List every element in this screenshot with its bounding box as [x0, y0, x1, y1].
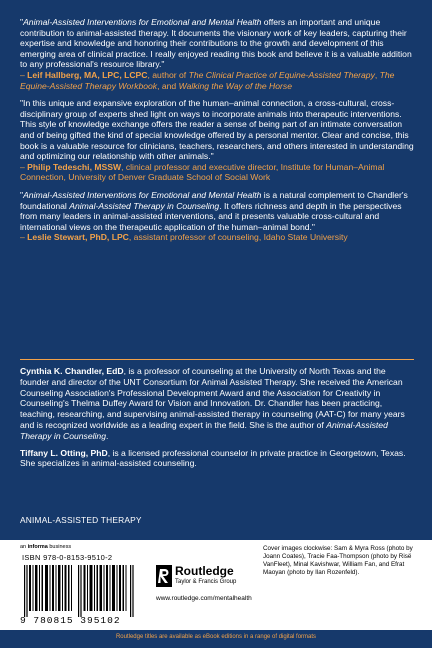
endorsement-quote: "Animal-Assisted Interventions for Emotional and Mental Health is a natural complement to Chandler's foundational Animal-Assisted Therapy in Counseling. It offers richness and depth in the perspectives from many leaders in animal-assisted interventions, and it presents valuable cross-cultural and international views on the therapeutic application of the human–animal bond."	[20, 189, 408, 232]
isbn-text: ISBN 978-0-8153-9510-2	[22, 553, 113, 562]
endorsement-stewart	[20, 190, 414, 243]
endorsement-attribution: – Leslie Stewart, PhD, LPC, assistant professor of counseling, Idaho State University	[20, 232, 348, 243]
barcode-digits: 9 780815 395102	[20, 615, 121, 626]
bio-otting: Tiffany L. Otting, PhD, is a licensed professional counselor in private practice in Georgetown, Texas. She specializes in animal-assisted counseling.	[20, 447, 406, 469]
section-divider	[20, 359, 414, 360]
author-bios	[20, 366, 414, 475]
footer-panel	[0, 540, 432, 648]
endorsement-quote: "In this unique and expansive exploration of the human–animal connection, a cross-cultural, cross-disciplinary group of experts shed light on ways to incorporate animals into therapeutic interventions. This style of knowledge exchange offers the reader a sense of being part of an intimate conversation and of being gifted the kind of special knowledge offered by a personal mentor. Clear and concise, this book is a valuable resource for clinicians, teachers, researchers, and others interested in understanding and optimizing our relationship with other animals."	[20, 98, 414, 162]
endorsement-attribution: – Leif Hallberg, MA, LPC, LCPC, author of The Clinical Practice of Equine-Assisted Therapy, The Equine-Assisted Therapy Workbook, and Walking the Way of the Horse	[20, 69, 395, 91]
endorsement-hallberg	[20, 17, 414, 91]
category-label: ANIMAL-ASSISTED THERAPY	[20, 515, 142, 525]
informa-label: an informa business	[20, 544, 72, 550]
cover-credits: Cover images clockwise: Sam & Myra Ross (photo by Joann Coates), Tracie Faa-Thompson (photo by Risë VanFleet), Minal Kavishwar, William Fan, and Efrat Maoyan (photo by Ilan Rozenfeld).	[263, 545, 413, 576]
publisher-subtitle: Taylor & Francis Group	[175, 579, 237, 585]
publisher-name: Routledge	[175, 564, 234, 578]
publisher-url[interactable]: www.routledge.com/mentalhealth	[156, 595, 252, 602]
endorsement-quote: "Animal-Assisted Interventions for Emotional and Mental Health offers an important and unique contribution to animal-assisted therapy. It documents the visionary work of key leaders, capturing their expertise and knowledge and honoring their contributions to the growth and development of this emerging area of clinical practice. I really enjoyed reading this book and believe it is a valuable addition to any professional's resource library."	[20, 17, 412, 70]
ebook-banner	[0, 630, 432, 648]
bio-chandler: Cynthia K. Chandler, EdD, is a professor of counseling at the University of North Texas and the founder and director of the UNT Consortium for Animal Assisted Therapy. She received the American Counseling Association's Professional Development Award and the Association for Creativity in Counseling's Thelma Duffey Award for Vision and Innovation. Dr. Chandler has been practicing, teaching, researching, and supervising animal-assisted therapy in counseling (AAT-C) for many years and is recognized worldwide as a leading expert in the field. She is the author of Animal-Assisted Therapy in Counseling.	[20, 366, 405, 441]
endorsement-attribution: – Philip Tedeschi, MSSW, clinical professor and executive director, Institute for Human–Animal Connection, University of Denver Graduate School of Social Work	[20, 161, 385, 183]
ebook-text: Routledge titles are available as eBook editions in a range of digital formats	[115, 634, 317, 640]
barcode-bars	[24, 565, 136, 617]
barcode	[20, 553, 140, 629]
endorsements	[20, 17, 414, 250]
endorsement-tedeschi	[20, 98, 414, 183]
routledge-logo-icon	[156, 565, 172, 587]
